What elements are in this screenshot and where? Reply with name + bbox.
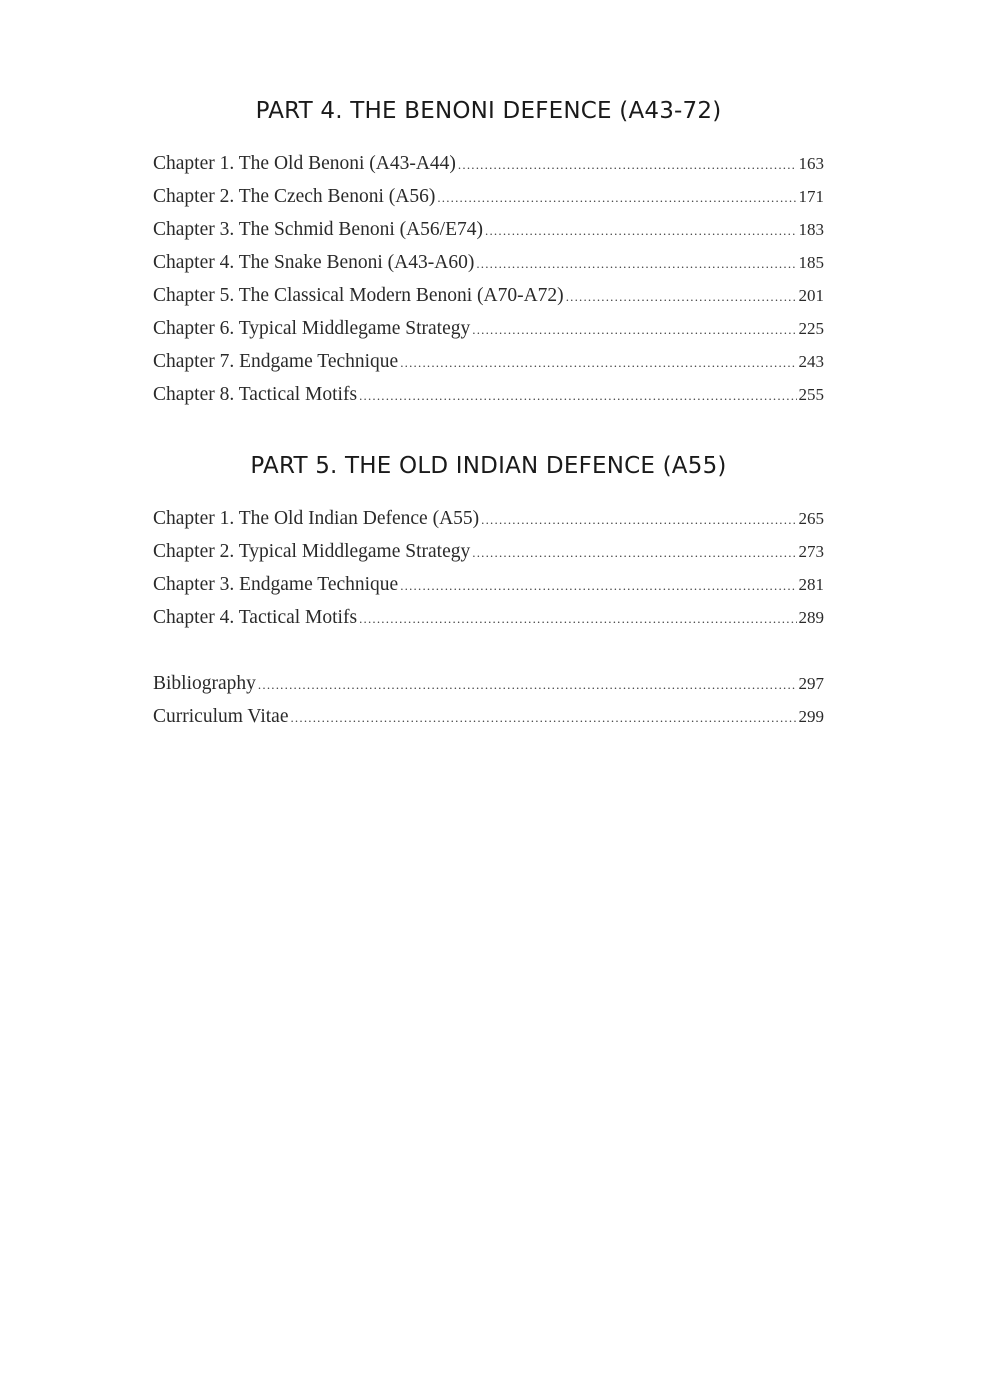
dot-leader (481, 503, 796, 536)
toc-entry[interactable] (153, 601, 824, 634)
dot-leader (485, 214, 796, 247)
dot-leader (476, 247, 796, 280)
toc-entry-page: 243 (798, 352, 824, 371)
dot-leader (472, 313, 796, 346)
toc-entry-page: 225 (798, 319, 824, 338)
toc-entry-page: 281 (798, 575, 824, 594)
dot-leader (458, 148, 797, 181)
toc-entry-page: 255 (798, 385, 824, 404)
toc-entry-label: Bibliography (153, 673, 256, 694)
toc-entry-label: Chapter 3. Endgame Technique (153, 574, 399, 595)
toc-entry[interactable] (153, 246, 824, 279)
dot-leader (359, 602, 796, 635)
part-4-chapter-list (153, 147, 824, 411)
toc-entry-label: Chapter 4. The Snake Benoni (A43-A60) (153, 252, 475, 273)
toc-entry-page: 273 (798, 542, 824, 561)
toc-entry-page: 299 (798, 707, 824, 726)
toc-entry[interactable] (153, 279, 824, 312)
toc-entry-label: Chapter 2. The Czech Benoni (A56) (153, 186, 436, 207)
toc-entry-label: Chapter 5. The Classical Modern Benoni (A70-A72) (153, 285, 564, 306)
toc-entry-curriculum-vitae[interactable] (153, 700, 824, 733)
toc-entry[interactable] (153, 502, 824, 535)
dot-leader (359, 379, 796, 412)
toc-entry-label: Chapter 8. Tactical Motifs (153, 384, 358, 405)
dot-leader (258, 668, 797, 701)
toc-entry-label: Chapter 7. Endgame Technique (153, 351, 399, 372)
toc-entry-page: 297 (798, 674, 824, 693)
toc-entry-page: 183 (798, 220, 824, 239)
toc-entry-label: Chapter 1. The Old Benoni (A43-A44) (153, 153, 456, 174)
toc-entry-page: 265 (798, 509, 824, 528)
toc-entry-page: 185 (798, 253, 824, 272)
toc-entry[interactable] (153, 147, 824, 180)
toc-entry[interactable] (153, 378, 824, 411)
part-4-title: PART 4. THE BENONI DEFENCE (A43-72) (255, 98, 722, 124)
toc-entry-bibliography[interactable] (153, 667, 824, 700)
dot-leader (472, 536, 796, 569)
toc-entry[interactable] (153, 180, 824, 213)
toc-entry-label: Chapter 4. Tactical Motifs (153, 607, 358, 628)
toc-entry-label: Curriculum Vitae (153, 706, 289, 727)
back-matter-list (153, 667, 824, 733)
part-5-chapter-list (153, 502, 824, 634)
toc-entry-label: Chapter 2. Typical Middlegame Strategy (153, 541, 471, 562)
dot-leader (290, 701, 796, 734)
dot-leader (566, 280, 797, 313)
toc-entry[interactable] (153, 568, 824, 601)
toc-entry-page: 163 (798, 154, 824, 173)
toc-entry[interactable] (153, 213, 824, 246)
toc-entry-label: Chapter 1. The Old Indian Defence (A55) (153, 508, 480, 529)
dot-leader (400, 346, 796, 379)
toc-entry-label: Chapter 3. The Schmid Benoni (A56/E74) (153, 219, 484, 240)
dot-leader (437, 181, 796, 214)
toc-entry-label: Chapter 6. Typical Middlegame Strategy (153, 318, 471, 339)
toc-entry-page: 171 (798, 187, 824, 206)
toc-entry-page: 289 (798, 608, 824, 627)
toc-entry[interactable] (153, 312, 824, 345)
dot-leader (400, 569, 796, 602)
part-5-title: PART 5. THE OLD INDIAN DEFENCE (A55) (250, 453, 727, 479)
toc-entry[interactable] (153, 345, 824, 378)
toc-entry[interactable] (153, 535, 824, 568)
toc-entry-page: 201 (798, 286, 824, 305)
